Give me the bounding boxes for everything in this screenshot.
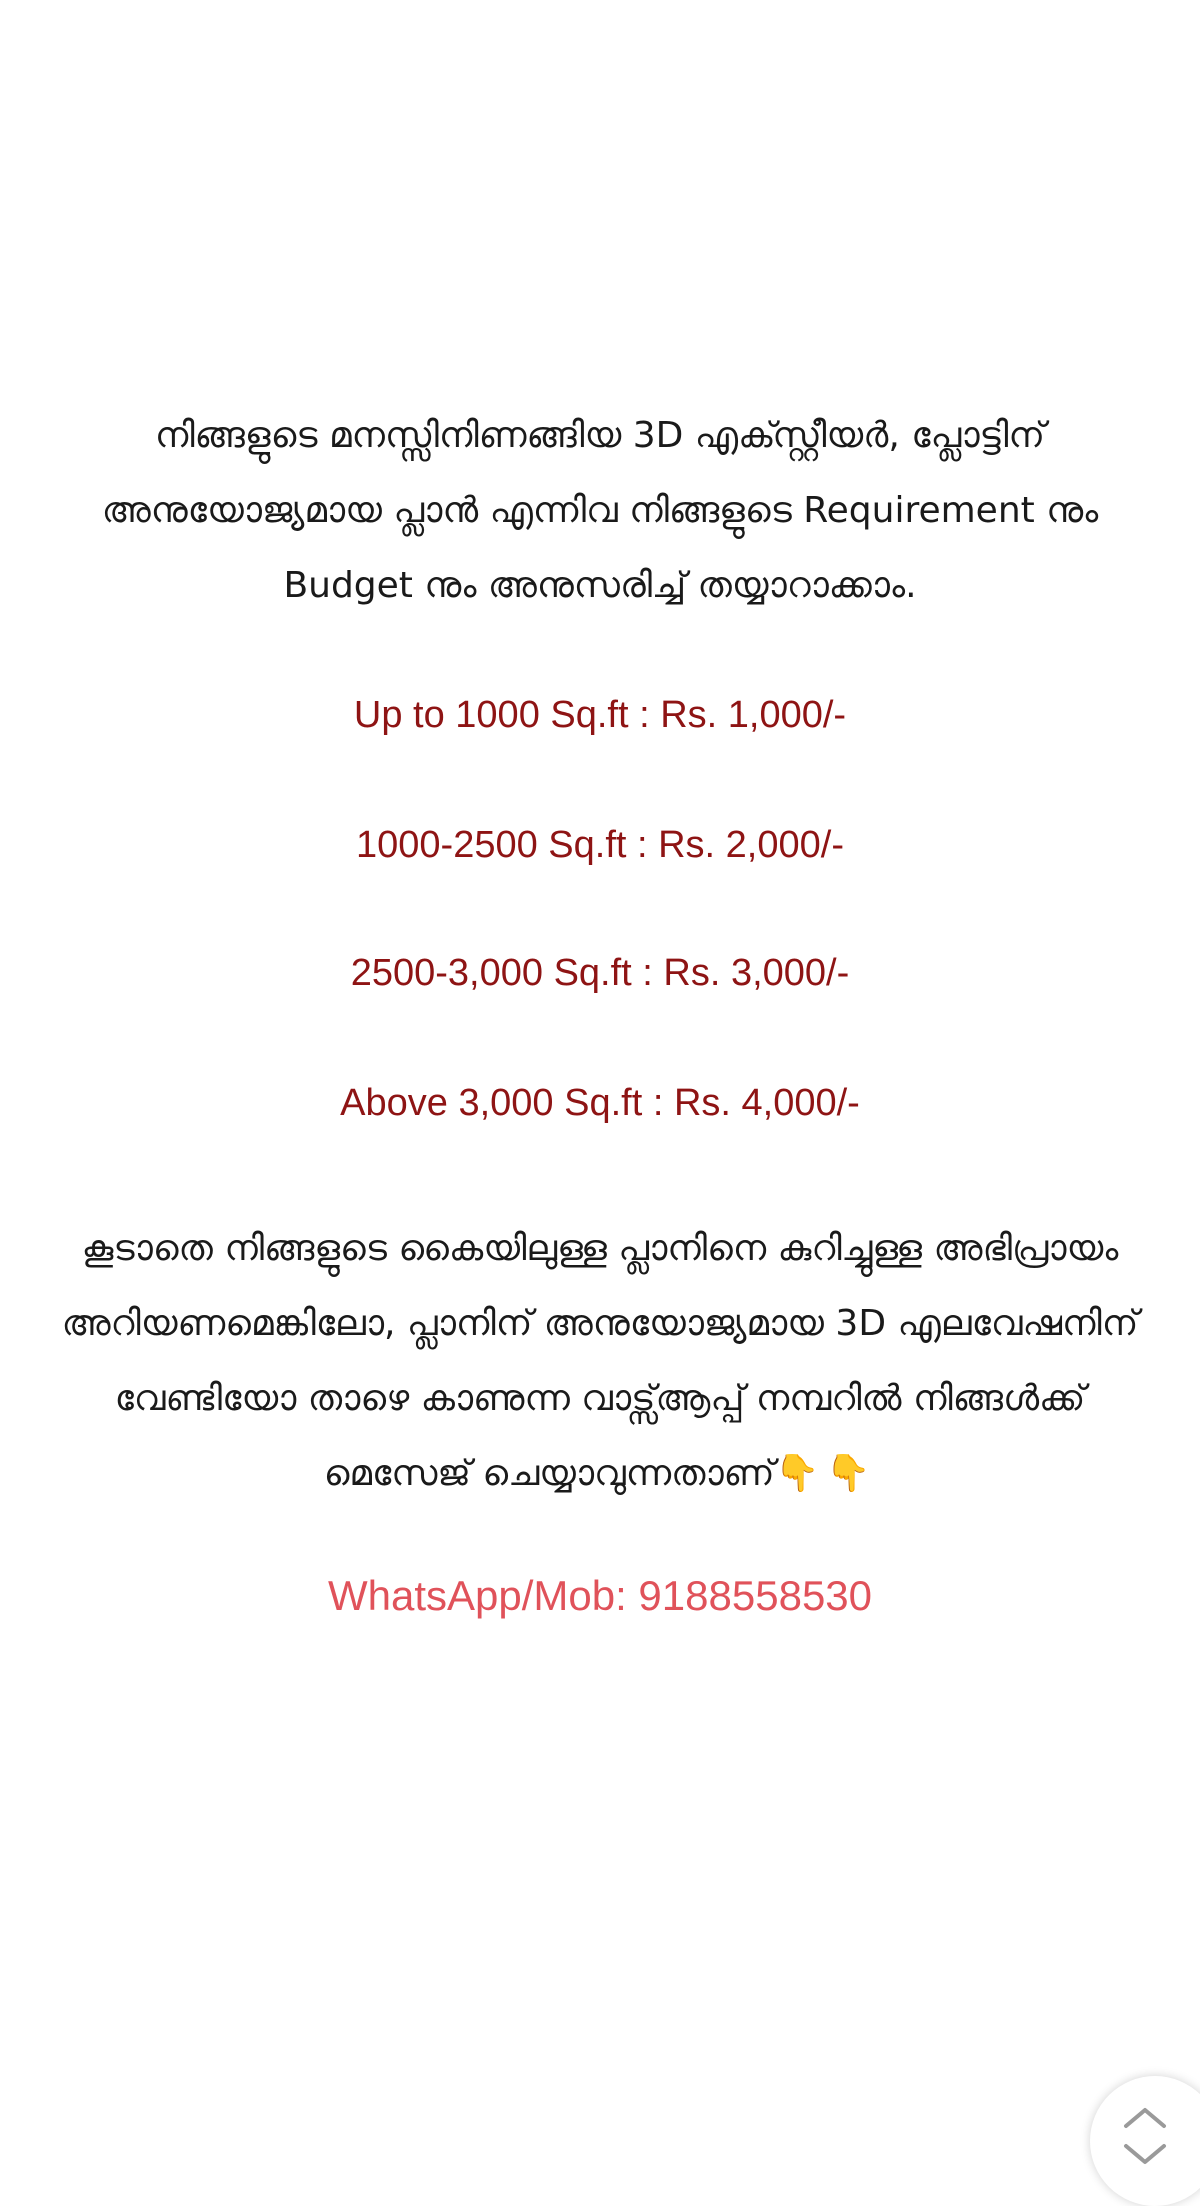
price-tier-2: 1000-2500 Sq.ft : Rs. 2,000/- [356,824,844,866]
scroll-navigation-button[interactable] [1090,2076,1200,2206]
price-tier-4: Above 3,000 Sq.ft : Rs. 4,000/- [340,1082,860,1124]
scroll-arrows-icon [1118,2104,1172,2168]
outro-text: കൂടാതെ നിങ്ങളുടെ കൈയിലുള്ള പ്ലാനിനെ കുറിച്ചുള്ള അഭിപ്രായം അറിയണമെങ്കിലോ, പ്ലാനിന് അനുയോജ്യമായ 3D എലവേഷനിന് വേണ്ടിയോ താഴെ കാണുന്ന വാട്സ്ആപ്പ് നമ്പറിൽ നിങ്ങൾക്ക് മെസേജ് ചെയ്യാവുന്നതാണ് [61,1228,1139,1494]
outro-paragraph [45,1211,1155,1511]
price-tier-1: Up to 1000 Sq.ft : Rs. 1,000/- [353,694,847,736]
chevron-down-icon [1126,2146,1164,2162]
whatsapp-contact-link[interactable]: WhatsApp/Mob: 9188558530 [327,1572,873,1619]
post-content [0,398,1200,1621]
intro-paragraph: നിങ്ങളുടെ മനസ്സിനിണങ്ങിയ 3D എക്സ്റ്റീയർ, പ്ലോട്ടിന് അനുയോജ്യമായ പ്ലാൻ എന്നിവ നിങ്ങളുടെ Requirement നും Budget നും അനുസരിച്ച് തയ്യാറാക്കാം. [101,415,1099,606]
chevron-up-icon [1126,2110,1164,2126]
pointing-down-emoji-icon: 👇👇 [774,1453,877,1494]
price-tier-3: 2500-3,000 Sq.ft : Rs. 3,000/- [350,952,850,994]
